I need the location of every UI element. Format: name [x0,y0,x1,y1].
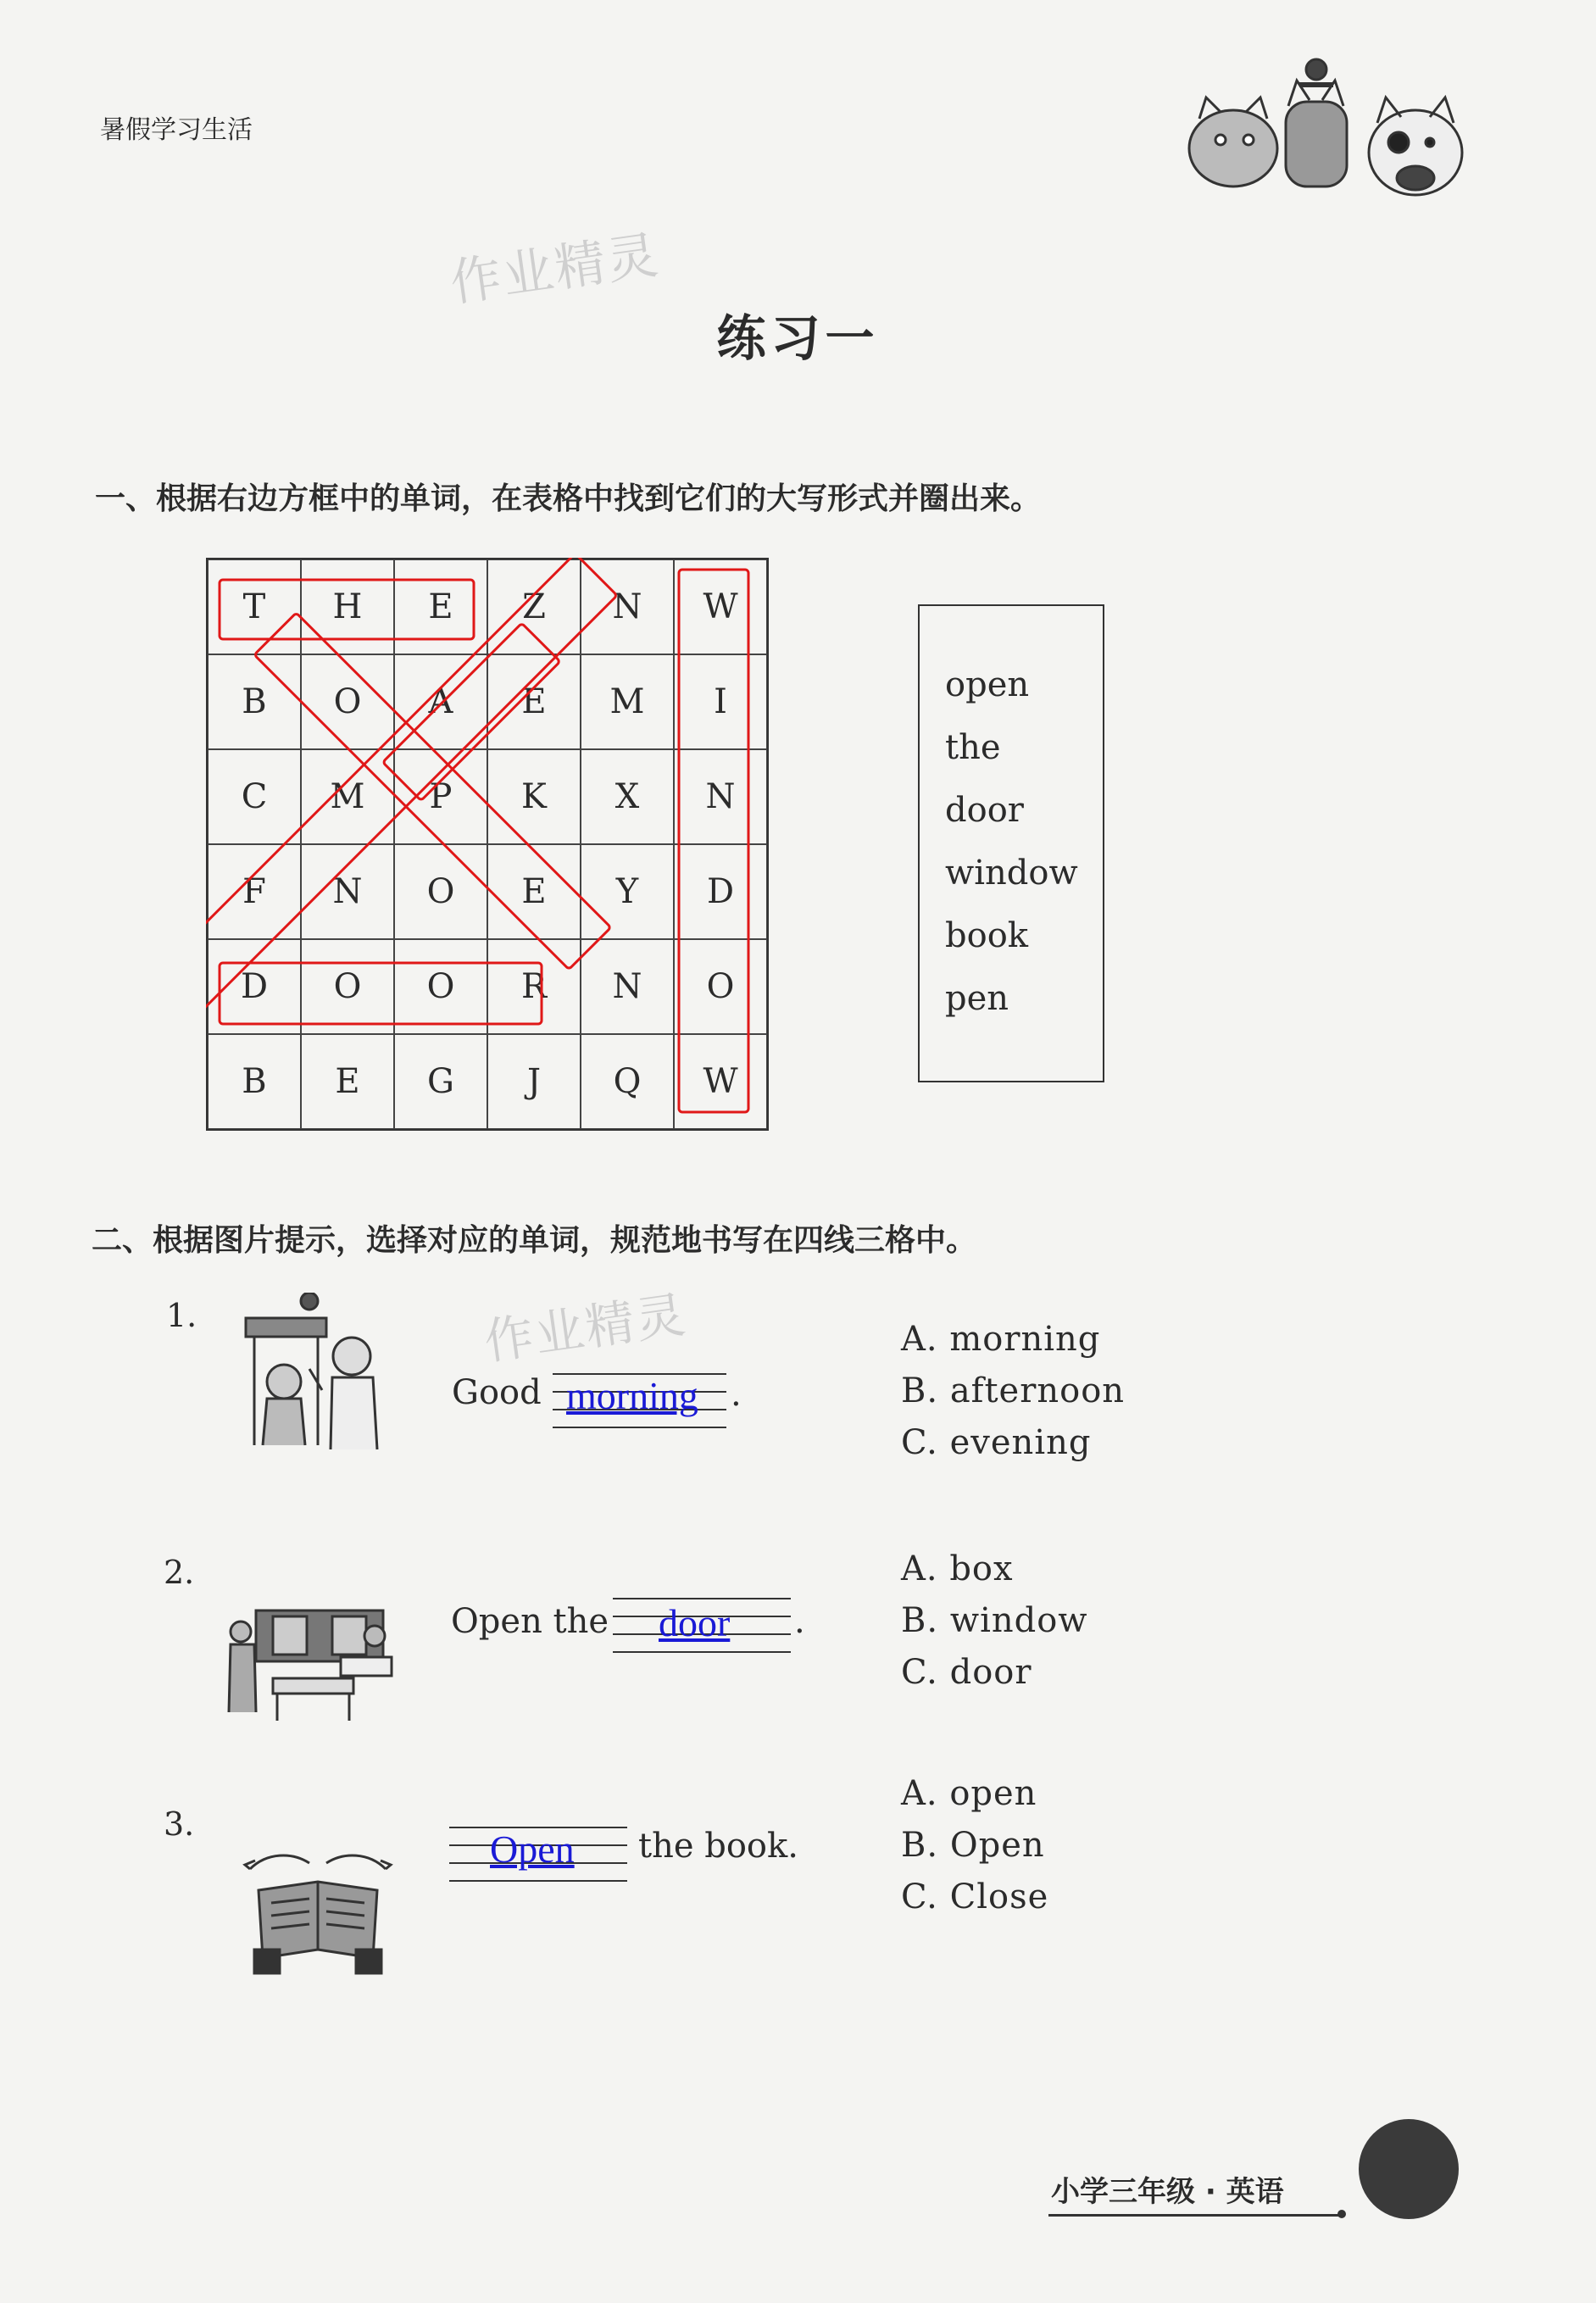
grid-cell: A [394,654,487,749]
page-number-circle [1359,2119,1459,2219]
word-box-item: open [945,665,1030,704]
option: A. open [901,1774,1037,1813]
grid-cell: O [394,844,487,939]
page-title: 练习一 [716,309,880,367]
option: A. morning [901,1320,1101,1359]
grid-cell: P [394,749,487,844]
option: C. evening [901,1423,1092,1462]
grid-cell: D [674,844,767,939]
grid-cell: N [301,844,394,939]
grid-cell: E [301,1034,394,1129]
answer-text: Open [490,1827,575,1871]
question-suffix: the book. [638,1827,798,1866]
grid-cell: B [208,1034,301,1129]
grid-cell: E [394,559,487,654]
grid-cell: Q [581,1034,674,1129]
header-label: 暑假学习生活 [100,115,253,145]
footer-line [1048,2214,1343,2217]
grid-cell: F [208,844,301,939]
four-line-grid [613,1598,791,1599]
question-prefix: Good [452,1373,542,1412]
grid-cell: Y [581,844,674,939]
four-line-grid [613,1651,791,1653]
question-number: 1. [166,1297,197,1334]
grid-cell: Z [487,559,581,654]
grid-cell: O [394,939,487,1034]
grid-cell: H [301,559,394,654]
grid-cell: O [301,939,394,1034]
answer-text: morning [566,1374,698,1417]
word-box [918,604,1104,1082]
greeting-picture [237,1293,398,1454]
option: B. afternoon [901,1371,1126,1410]
word-box-item: the [945,728,1001,767]
grid-cell: O [674,939,767,1034]
footer-dot [1337,2210,1346,2218]
question-number: 2. [164,1554,195,1591]
grid-cell: O [301,654,394,749]
cats-illustration [1182,51,1471,203]
option: A. box [901,1549,1014,1588]
option: B. Open [901,1826,1045,1865]
grid-cell: I [674,654,767,749]
classroom-picture [222,1606,409,1721]
grid-cell: W [674,1034,767,1129]
grid-cell: N [581,939,674,1034]
grid-cell: M [581,654,674,749]
option: C. Close [901,1877,1049,1916]
word-search [206,558,765,1127]
word-box-item: pen [945,979,1009,1018]
grid-cell: W [674,559,767,654]
grid-cell: D [208,939,301,1034]
grid-cell: T [208,559,301,654]
grid-cell: M [301,749,394,844]
grid-cell: G [394,1034,487,1129]
question-prefix: Open the [451,1602,609,1641]
option: C. door [901,1653,1032,1692]
grid-cell: X [581,749,674,844]
four-line-grid [449,1880,627,1882]
footer-text: 小学三年级 · 英语 [1051,2175,1284,2209]
watermark: 作业精灵 [447,225,664,314]
grid-cell: N [674,749,767,844]
question-suffix: . [731,1375,742,1414]
section1-instruction: 一、根据右边方框中的单词，在表格中找到它们的大写形式并圈出来。 [95,481,1042,516]
open-book-picture [242,1848,394,1975]
question-number: 3. [164,1805,195,1843]
letter-grid [206,558,769,1131]
grid-cell: C [208,749,301,844]
word-box-item: door [945,791,1024,830]
answer-text: door [659,1601,731,1644]
four-line-grid [553,1427,726,1428]
grid-cell: B [208,654,301,749]
section2-instruction: 二、根据图片提示，选择对应的单词，规范地书写在四线三格中。 [92,1223,977,1258]
watermark: 作业精灵 [481,1285,691,1371]
grid-cell: N [581,559,674,654]
question-suffix: . [794,1602,805,1641]
option: B. window [901,1601,1088,1640]
grid-cell: E [487,844,581,939]
grid-cell: K [487,749,581,844]
grid-cell: R [487,939,581,1034]
grid-cell: J [487,1034,581,1129]
grid-cell: E [487,654,581,749]
word-box-item: window [945,854,1078,893]
word-box-item: book [945,916,1029,955]
